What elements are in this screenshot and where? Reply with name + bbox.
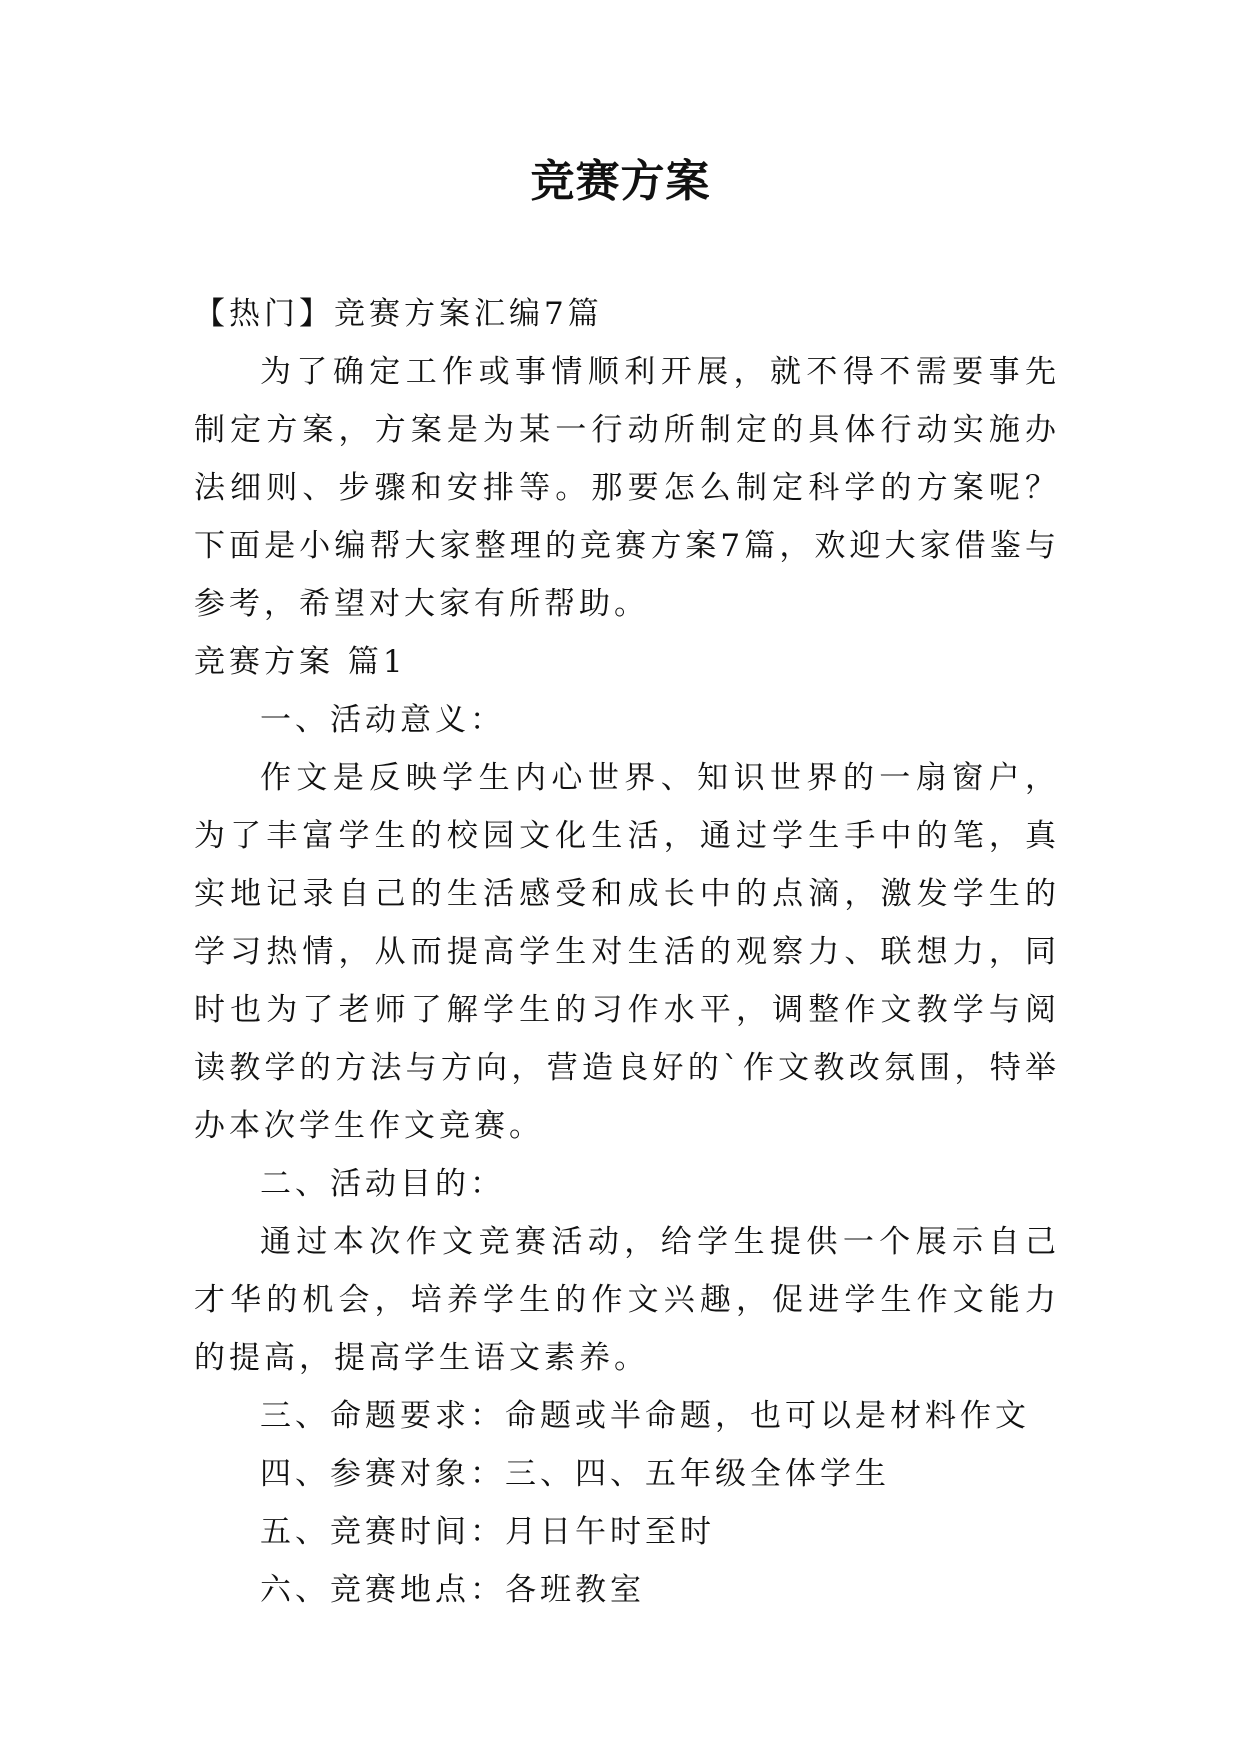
item-heading-purpose: 二、活动目的： <box>260 1166 505 1202</box>
item-topic-requirements: 三、命题要求：命题或半命题，也可以是材料作文 <box>260 1398 1030 1434</box>
significance-paragraph: 作文是反映学生内心世界、知识世界的一扇窗户，为了丰富学生的校园文化生活，通过学生手中的笔，真实地记录自己的生活感受和成长中的点滴，激发学生的学习热情，从而提高学生对生活的观察力、联想力，同时也为了老师了解学生的习作水平，调整作文教学与阅读教学的方法与方向，营造良好的`作文教改氛围，特举办本次学生作文竞赛。 <box>194 760 1060 1144</box>
document-body <box>194 285 1060 1619</box>
item-competition-time: 五、竞赛时间：月日午时至时 <box>260 1514 715 1550</box>
section-heading: 竞赛方案 篇1 <box>194 644 407 680</box>
document-subtitle: 【热门】竞赛方案汇编7篇 <box>194 296 603 332</box>
item-participants: 四、参赛对象：三、四、五年级全体学生 <box>260 1456 890 1492</box>
item-competition-location: 六、竞赛地点：各班教室 <box>260 1572 645 1608</box>
purpose-paragraph: 通过本次作文竞赛活动，给学生提供一个展示自己才华的机会，培养学生的作文兴趣，促进学生作文能力的提高，提高学生语文素养。 <box>194 1224 1060 1376</box>
intro-paragraph: 为了确定工作或事情顺利开展，就不得不需要事先制定方案，方案是为某一行动所制定的具体行动实施办法细则、步骤和安排等。那要怎么制定科学的方案呢？下面是小编帮大家整理的竞赛方案7篇，欢迎大家借鉴与参考，希望对大家有所帮助。 <box>194 354 1060 622</box>
document-title: 竞赛方案 <box>530 156 711 207</box>
item-heading-significance: 一、活动意义： <box>260 702 505 738</box>
